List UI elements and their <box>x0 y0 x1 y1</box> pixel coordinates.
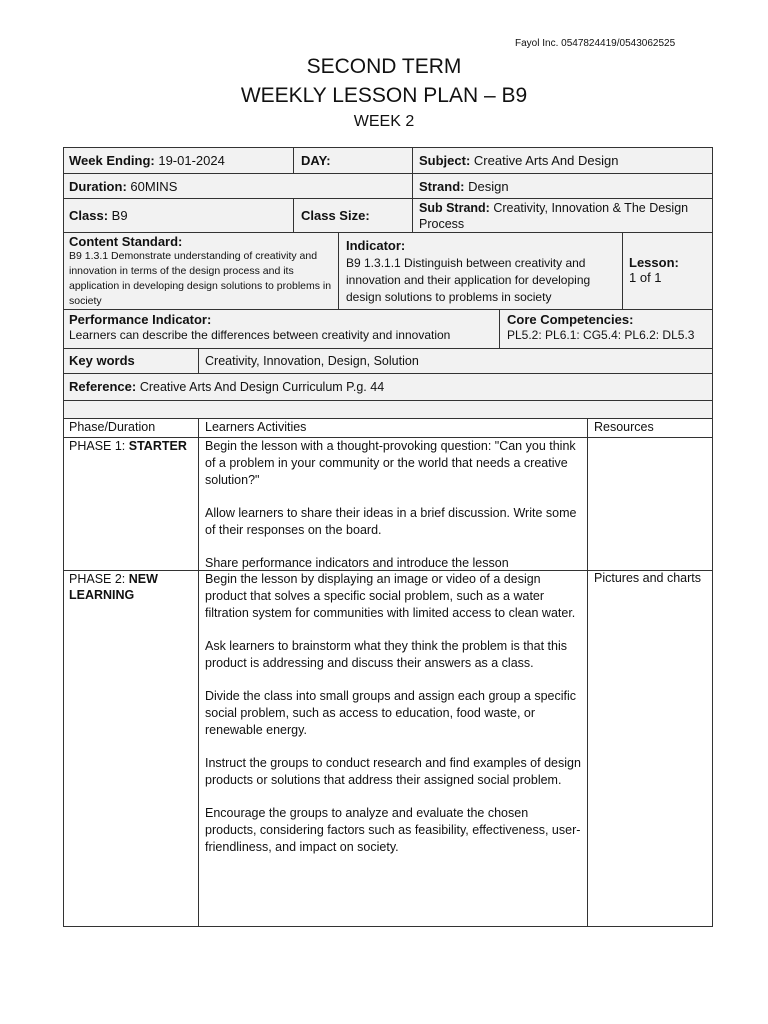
sub-strand-value: Creativity, Innovation & The Design Process <box>419 201 689 231</box>
duration-cell <box>63 173 413 199</box>
lesson-value: 1 of 1 <box>629 270 662 285</box>
phase1-activities-cell <box>198 437 588 571</box>
subject-label: Subject: <box>419 153 471 168</box>
company-contact: Fayol Inc. 0547824419/0543062525 <box>515 38 676 49</box>
subject-cell <box>412 147 713 174</box>
week-ending-label: Week Ending: <box>69 153 155 168</box>
key-words-label: Key words <box>69 353 135 368</box>
phase1-activity: Allow learners to share their ideas in a brief discussion. Write some of their responses on the board. <box>205 506 577 537</box>
class-size-cell <box>293 198 413 233</box>
content-standard-label: Content Standard: <box>69 234 183 249</box>
class-size-label: Class Size: <box>301 208 370 223</box>
week-ending-cell <box>63 147 294 174</box>
resources-header-cell <box>587 418 713 438</box>
core-competencies-label: Core Competencies: <box>507 312 634 327</box>
phase2-name-cell <box>63 570 199 927</box>
class-cell <box>63 198 294 233</box>
key-words-label-cell <box>63 348 199 374</box>
indicator-label: Indicator: <box>346 238 406 253</box>
phase1-resources-cell <box>587 437 713 571</box>
day-cell <box>293 147 413 174</box>
phase2-activity: Divide the class into small groups and assign each group a specific social problem, such as access to education, food waste, or renewable energy. <box>205 689 577 737</box>
key-words-value: Creativity, Innovation, Design, Solution <box>205 354 419 368</box>
spacer-row <box>63 400 713 419</box>
phase1-activity: Begin the lesson with a thought-provoking question: "Can you think of a problem in your community or the world that needs a creative solution?" <box>205 439 576 487</box>
lesson-label: Lesson: <box>629 255 679 270</box>
content-standard-value: B9 1.3.1 Demonstrate understanding of creativity and innovation in terms of the design process and its application in developing design solutions to problems in society <box>69 250 332 307</box>
activities-header: Learners Activities <box>205 420 307 434</box>
title-term: SECOND TERM <box>306 55 462 78</box>
duration-label: Duration: <box>69 179 127 194</box>
phase2-activity: Ask learners to brainstorm what they think the problem is that this product is addressing and discuss their answers as a class. <box>205 639 567 670</box>
phase2-resources: Pictures and charts <box>594 571 701 585</box>
performance-indicator-value: Learners can describe the differences between creativity and innovation <box>69 328 451 342</box>
phase-header: Phase/Duration <box>69 420 156 434</box>
indicator-value: B9 1.3.1.1 Distinguish between creativity and innovation and their application for developing design solutions to problems in society <box>346 256 591 304</box>
phase-header-cell <box>63 418 199 438</box>
phase2-prefix: PHASE 2: <box>69 572 129 586</box>
phase2-activity: Encourage the groups to analyze and evaluate the chosen products, considering factors such as feasibility, effectiveness, user-friendliness, and impact on society. <box>205 806 581 854</box>
lesson-cell <box>622 232 713 310</box>
reference-value: Creative Arts And Design Curriculum P.g. 44 <box>139 380 385 394</box>
performance-indicator-label: Performance Indicator: <box>69 312 212 327</box>
strand-value: Design <box>468 179 509 194</box>
phase1-name-cell <box>63 437 199 571</box>
week-ending-value: 19-01-2024 <box>158 153 225 168</box>
activities-header-cell <box>198 418 588 438</box>
resources-header: Resources <box>594 420 654 434</box>
phase2-activity: Begin the lesson by displaying an image or video of a design product that solves a specific social problem, such as a water filtration system for communities with limited access to clean water. <box>205 572 576 620</box>
phase2-activity: Instruct the groups to conduct research and find examples of design products or solutions that address their assigned social problem. <box>205 756 581 787</box>
phase1-prefix: PHASE 1: <box>69 439 129 453</box>
performance-indicator-cell <box>63 309 500 349</box>
subject-value: Creative Arts And Design <box>473 153 619 168</box>
strand-cell <box>412 173 713 199</box>
phase1-activity: Share performance indicators and introduce the lesson <box>205 556 509 570</box>
duration-value: 60MINS <box>130 179 178 194</box>
strand-label: Strand: <box>419 179 465 194</box>
class-value: B9 <box>111 208 128 223</box>
sub-strand-label: Sub Strand: <box>419 201 490 215</box>
indicator-cell <box>338 232 623 310</box>
title-plan: WEEKLY LESSON PLAN – B9 <box>240 84 528 107</box>
class-label: Class: <box>69 208 109 223</box>
core-competencies-value: PL5.2: PL6.1: CG5.4: PL6.2: DL5.3 <box>507 328 695 342</box>
phase2-name: NEW LEARNING <box>69 572 158 602</box>
core-competencies-cell <box>499 309 713 349</box>
sub-strand-cell <box>412 198 713 233</box>
reference-label: Reference: <box>69 379 137 394</box>
day-label: DAY: <box>301 153 331 168</box>
title-week: WEEK 2 <box>353 113 415 130</box>
key-words-value-cell <box>198 348 713 374</box>
content-standard-cell <box>63 232 339 310</box>
phase1-name: STARTER <box>128 439 187 453</box>
phase2-activities-cell <box>198 570 588 927</box>
reference-cell <box>63 373 713 401</box>
phase2-resources-cell <box>587 570 713 927</box>
